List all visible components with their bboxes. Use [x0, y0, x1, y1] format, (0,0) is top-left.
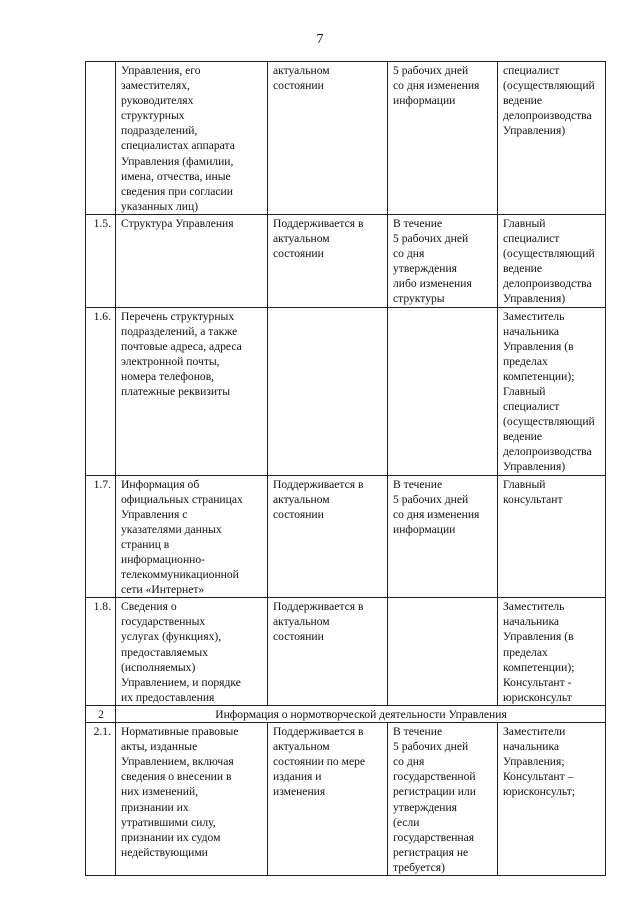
responsible-cell: Заместители начальника Управления; Консультант – юрисконсульт; [498, 723, 606, 876]
term-cell [388, 307, 498, 475]
frequency-cell: Поддерживается в актуальном состоянии [268, 214, 388, 307]
frequency-cell: Поддерживается в актуальном состоянии [268, 598, 388, 706]
row-number: 1.6. [86, 307, 116, 475]
info-cell: Управления, его заместителях, руководителях структурных подразделений, специалистах аппарата Управления (фамилии, имена, отчества, иные сведения при согласии указанных лиц) [116, 62, 268, 215]
frequency-cell: Поддерживается в актуальном состоянии по мере издания и изменения [268, 723, 388, 876]
frequency-cell: Поддерживается в актуальном состоянии [268, 475, 388, 598]
info-cell: Перечень структурных подразделений, а также почтовые адреса, адреса электронной почты, номера телефонов, платежные реквизиты [116, 307, 268, 475]
responsible-cell: Главный консультант [498, 475, 606, 598]
row-number: 2.1. [86, 723, 116, 876]
term-cell: В течение 5 рабочих дней со дня изменения информации [388, 475, 498, 598]
info-cell: Структура Управления [116, 214, 268, 307]
info-cell: Сведения о государственных услугах (функциях), предоставляемых (исполняемых) Управлением, и порядке их предоставления [116, 598, 268, 706]
row-number [86, 62, 116, 215]
table-row [86, 214, 606, 307]
table-row [86, 475, 606, 598]
responsible-cell: специалист (осуществляющий ведение делопроизводства Управления) [498, 62, 606, 215]
row-number: 1.7. [86, 475, 116, 598]
info-cell: Информация об официальных страницах Управления с указателями данных страниц в информационно- телекоммуникационной сети «Интернет» [116, 475, 268, 598]
responsible-cell: Заместитель начальника Управления (в пределах компетенции); Консультант - юрисконсульт [498, 598, 606, 706]
term-cell: В течение 5 рабочих дней со дня утверждения либо изменения структуры [388, 214, 498, 307]
row-number: 1.5. [86, 214, 116, 307]
section-header-row [86, 705, 606, 722]
frequency-cell: актуальном состоянии [268, 62, 388, 215]
responsible-cell: Главный специалист (осуществляющий ведение делопроизводства Управления) [498, 214, 606, 307]
term-cell: 5 рабочих дней со дня изменения информации [388, 62, 498, 215]
table-row [86, 62, 606, 215]
frequency-cell [268, 307, 388, 475]
table-row [86, 723, 606, 876]
section-number: 2 [86, 705, 116, 722]
info-cell: Нормативные правовые акты, изданные Управлением, включая сведения о внесении в них изменений, признании их утратившими силу, признании их судом недействующими [116, 723, 268, 876]
term-cell [388, 598, 498, 706]
row-number: 1.8. [86, 598, 116, 706]
table-row [86, 307, 606, 475]
table-row [86, 598, 606, 706]
disclosure-table [85, 61, 606, 876]
page-number: 7 [316, 32, 324, 47]
section-title: Информация о нормотворческой деятельности Управления [116, 705, 606, 722]
responsible-cell: Заместитель начальника Управления (в пределах компетенции); Главный специалист (осуществляющий ведение делопроизводства Управления) [498, 307, 606, 475]
term-cell: В течение 5 рабочих дней со дня государственной регистрации или утверждения (если государственная регистрация не требуется) [388, 723, 498, 876]
